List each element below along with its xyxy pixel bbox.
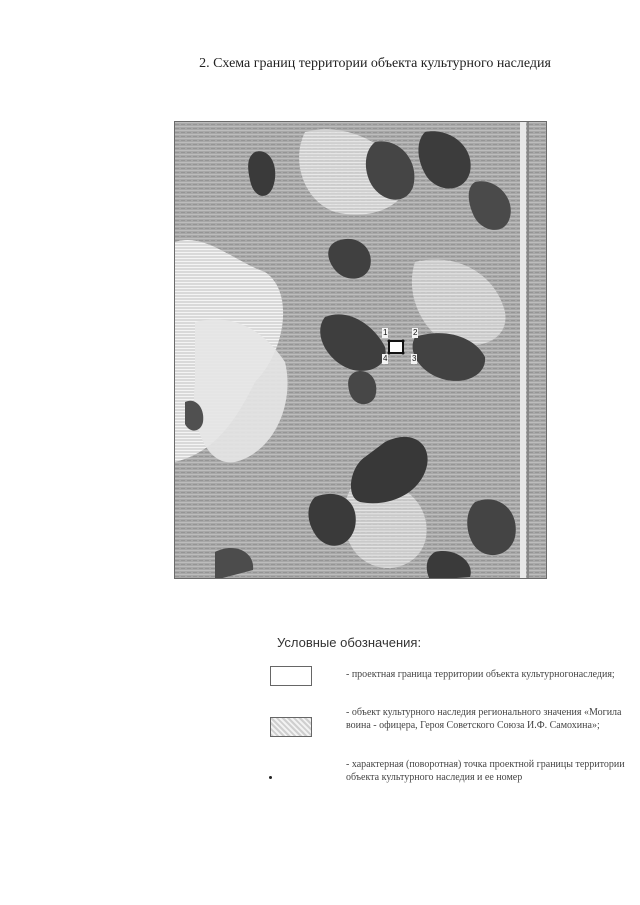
scheme-map	[174, 121, 547, 579]
point-label-2: 2	[413, 328, 418, 337]
point-label-3: 3	[412, 354, 417, 363]
legend-item-boundary: - проектная граница территории объекта культурногонаследия;	[346, 669, 615, 680]
legend-item-object: - объект культурного наследия регионального значения «Могила воина - офицера, Героя Советского Союза И.Ф. Самохина»;	[346, 707, 622, 731]
legend-swatch-boundary	[270, 666, 312, 686]
legend-title: Условные обозначения:	[277, 635, 422, 650]
legend-item-point: - характерная (поворотная) точка проектной границы территории объекта культурного наследия и ее номер	[346, 759, 625, 783]
point-label-4: 4	[383, 354, 388, 363]
page-title: 2. Схема границ территории объекта культурного наследия	[199, 56, 551, 71]
legend-swatch-object	[270, 717, 312, 737]
aerial-image	[175, 122, 547, 579]
legend-point-icon	[269, 776, 272, 779]
point-label-1: 1	[383, 328, 388, 337]
